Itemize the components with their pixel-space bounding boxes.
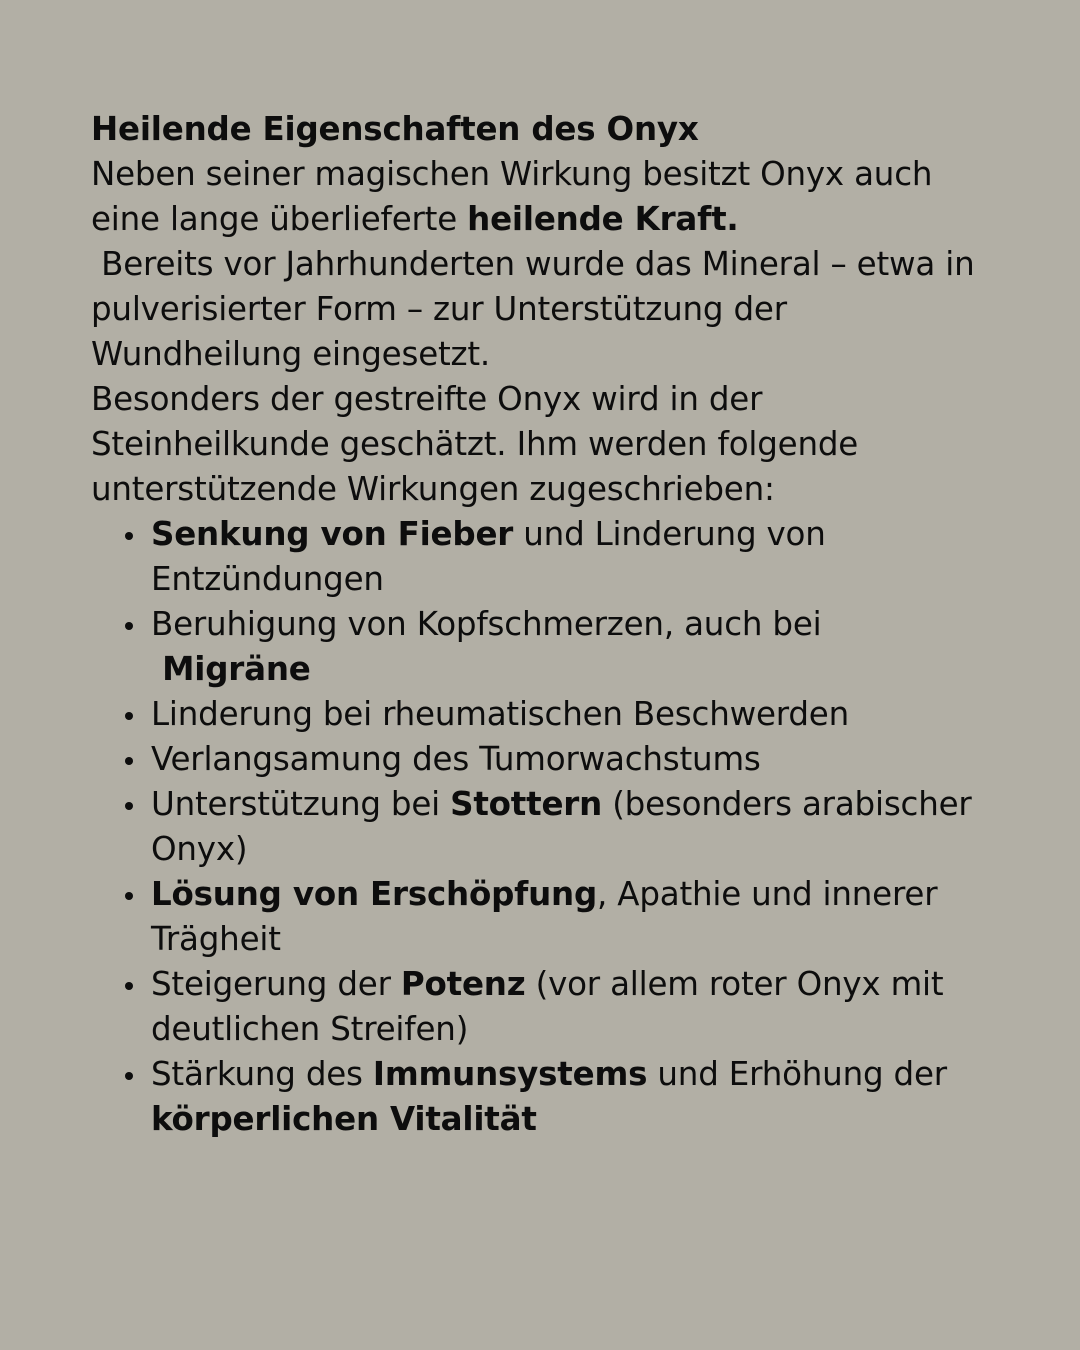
list-item-text: Linderung bei rheumatischen Beschwerden	[151, 695, 849, 733]
list-item-text: Stärkung des	[151, 1055, 373, 1093]
list-item	[91, 782, 981, 872]
list-item	[91, 962, 981, 1052]
list-item-bold: Potenz	[400, 965, 526, 1003]
list-item-text: (vor allem roter Onyx mit deutlichen Streifen)	[151, 965, 944, 1048]
intro-paragraph-3: Besonders der gestreifte Onyx wird in der Steinheilkunde geschätzt. Ihm werden folgende unterstützende Wirkungen zugeschrieben:	[91, 380, 859, 508]
list-item-bold: Migräne	[151, 650, 311, 688]
list-item-text: Beruhigung von Kopfschmerzen, auch bei	[151, 605, 832, 643]
list-item	[91, 602, 981, 692]
list-item-text: (besonders arabischer Onyx)	[151, 785, 972, 868]
intro-bold-1: heilende Kraft.	[467, 200, 739, 238]
list-item-text: Verlangsamung des Tumorwachstums	[151, 740, 761, 778]
text-content	[91, 107, 985, 1142]
intro-paragraph-2: Bereits vor Jahrhunderten wurde das Mineral – etwa in pulverisierter Form – zur Unterstützung der Wundheilung eingesetzt.	[91, 245, 985, 373]
list-item	[91, 1052, 981, 1142]
list-item	[91, 737, 981, 782]
list-item	[91, 512, 981, 602]
list-item-bold: körperlichen Vitalität	[151, 1100, 537, 1138]
list-item-bold: Stottern	[450, 785, 603, 823]
intro-text-1: Neben seiner magischen Wirkung besitzt Onyx auch eine lange überlieferte	[91, 155, 933, 238]
list-item-text: und Linderung von Entzündungen	[151, 515, 826, 598]
list-item-text: , Apathie und innerer Trägheit	[151, 875, 938, 958]
list-item-text: Unterstützung bei	[151, 785, 451, 823]
list-item	[91, 872, 981, 962]
list-item	[91, 692, 981, 737]
list-item-text: Steigerung der	[151, 965, 401, 1003]
list-item-bold: Senkung von Fieber	[151, 515, 514, 553]
list-item-text: und Erhöhung der	[647, 1055, 947, 1093]
list-item-bold: Lösung von Erschöpfung	[151, 875, 598, 913]
intro-paragraph-1	[91, 152, 981, 242]
effects-list	[91, 512, 981, 1142]
section-heading: Heilende Eigenschaften des Onyx	[91, 110, 699, 148]
list-item-bold: Immunsystems	[372, 1055, 648, 1093]
